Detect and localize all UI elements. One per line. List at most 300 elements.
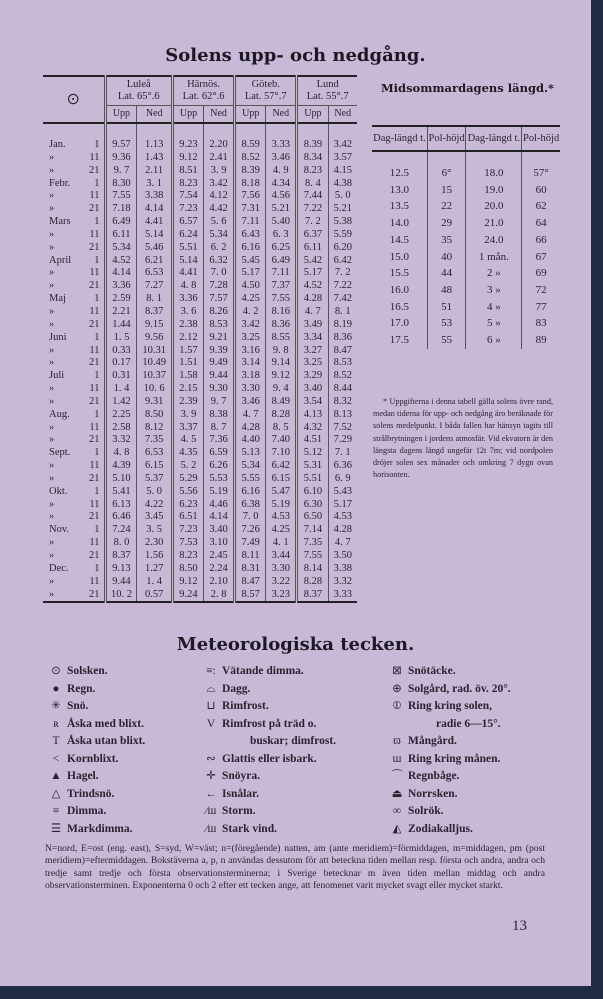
table-cell: 24.0 bbox=[466, 232, 522, 249]
weather-symbol-icon: T bbox=[52, 735, 60, 747]
legend-item bbox=[45, 803, 145, 821]
weather-symbol-icon: ʀ bbox=[53, 717, 59, 730]
table-cell: 44 bbox=[427, 265, 466, 282]
upp-time: 8.28 bbox=[297, 576, 328, 589]
day-cell: 11 bbox=[89, 190, 100, 202]
upp-time: 9.13 bbox=[105, 563, 137, 576]
ned-time: 8.36 bbox=[266, 319, 297, 332]
day-cell: 21 bbox=[89, 550, 100, 561]
table-row bbox=[43, 447, 357, 460]
upp-time: 2.38 bbox=[172, 319, 203, 332]
ned-time: 5.40 bbox=[266, 216, 297, 229]
table-row bbox=[43, 242, 357, 255]
upp-time: 6.11 bbox=[297, 242, 328, 255]
upp-time: 8.37 bbox=[105, 550, 137, 563]
ned-time: 3. 1 bbox=[137, 178, 173, 191]
table-cell: 17.5 bbox=[389, 334, 409, 347]
ned-time: 6.53 bbox=[137, 447, 173, 460]
month-cell: Maj bbox=[49, 293, 66, 305]
page-number: 13 bbox=[512, 918, 527, 934]
table-row bbox=[43, 422, 357, 435]
upp-time: 4.13 bbox=[297, 409, 328, 422]
table-row bbox=[372, 182, 560, 199]
spacer bbox=[372, 151, 560, 165]
weather-symbol-icon: ⊕ bbox=[392, 682, 402, 695]
upp-time: 7.55 bbox=[105, 190, 137, 203]
upp-time: 6.24 bbox=[172, 229, 203, 242]
upp-time: 4.41 bbox=[172, 267, 203, 280]
weather-symbol-icon: ⁄ш bbox=[205, 805, 217, 817]
day-cell: 1 bbox=[94, 485, 100, 497]
table-cell: 57° bbox=[522, 165, 560, 182]
ned-time: 5.21 bbox=[328, 203, 357, 216]
day-cell: 11 bbox=[89, 498, 100, 510]
upp-time: 3.14 bbox=[235, 357, 266, 370]
legend-item bbox=[386, 698, 511, 716]
table-row bbox=[43, 460, 357, 473]
upp-time: 3.29 bbox=[297, 370, 328, 383]
upp-time: 5.51 bbox=[297, 473, 328, 486]
table-row bbox=[372, 282, 560, 299]
upp-time: 6.11 bbox=[105, 229, 137, 242]
upp-time: 7.18 bbox=[105, 203, 137, 216]
table-cell: 13.5 bbox=[389, 200, 409, 213]
col-ned: Ned bbox=[137, 106, 173, 124]
upp-time: 5.10 bbox=[105, 473, 137, 486]
weather-symbol-icon: ✛ bbox=[206, 770, 216, 782]
upp-time: 4. 7 bbox=[235, 409, 266, 422]
weather-symbol-icon: ← bbox=[205, 787, 217, 800]
upp-time: 8.57 bbox=[235, 589, 266, 603]
ned-time: 6. 3 bbox=[266, 229, 297, 242]
ned-time: 6.15 bbox=[266, 473, 297, 486]
legend-item bbox=[200, 663, 336, 681]
legend-label: Åska med blixt. bbox=[67, 717, 144, 730]
day-cell: 11 bbox=[89, 151, 100, 163]
day-cell: 1 bbox=[94, 139, 100, 150]
month-cell: » bbox=[49, 434, 55, 446]
table-cell: 3 » bbox=[466, 282, 522, 299]
table-cell: 14.5 bbox=[389, 233, 409, 246]
ned-time: 8.47 bbox=[328, 345, 357, 358]
table-cell: 16.5 bbox=[389, 300, 409, 313]
weather-symbol-icon: ϖ bbox=[393, 735, 401, 747]
spacer bbox=[43, 123, 357, 139]
legend-item bbox=[386, 786, 511, 804]
ned-time: 6.36 bbox=[328, 460, 357, 473]
table-cell: 21.0 bbox=[466, 215, 522, 232]
upp-time: 1. 5 bbox=[105, 332, 137, 345]
legend-item bbox=[200, 716, 336, 734]
upp-time: 5.42 bbox=[297, 255, 328, 268]
ned-time: 3.40 bbox=[204, 524, 235, 537]
table-row bbox=[43, 434, 357, 447]
legend-item bbox=[45, 716, 145, 734]
legend-label: Mångård. bbox=[408, 735, 457, 747]
ned-time: 3.10 bbox=[204, 537, 235, 550]
ned-time: 5. 6 bbox=[204, 216, 235, 229]
table-row bbox=[43, 370, 357, 383]
weather-symbol-icon: V bbox=[206, 717, 216, 730]
sunrise-sunset-table bbox=[43, 75, 357, 603]
ned-time: 4.38 bbox=[328, 178, 357, 191]
upp-time: 5.56 bbox=[172, 486, 203, 499]
ned-time: 10.49 bbox=[137, 357, 173, 370]
ned-time: 7.36 bbox=[204, 434, 235, 447]
table-cell: 40 bbox=[427, 249, 466, 266]
day-cell: 1 bbox=[94, 524, 100, 536]
table-row bbox=[43, 203, 357, 216]
ned-time: 3.38 bbox=[137, 190, 173, 203]
legend-item bbox=[45, 751, 145, 769]
ned-time: 5.38 bbox=[328, 216, 357, 229]
ned-time: 2.11 bbox=[137, 165, 173, 178]
month-cell: April bbox=[49, 254, 72, 266]
legend-label: Ring kring solen, bbox=[408, 700, 493, 712]
legend-label: Ring kring månen. bbox=[408, 752, 501, 765]
legend-item bbox=[45, 733, 145, 751]
legend-label: Dagg. bbox=[222, 682, 251, 695]
ned-time: 9.15 bbox=[137, 319, 173, 332]
weather-symbol-icon: ✳ bbox=[51, 700, 61, 712]
ned-time: 6.26 bbox=[204, 460, 235, 473]
ned-time: 4.14 bbox=[204, 511, 235, 524]
table-cell: 60 bbox=[522, 182, 560, 199]
ned-time: 8.16 bbox=[266, 306, 297, 319]
upp-time: 1.42 bbox=[105, 396, 137, 409]
weather-symbol-icon: ⌒ bbox=[391, 770, 403, 782]
upp-time: 6.46 bbox=[105, 511, 137, 524]
month-cell: » bbox=[49, 151, 55, 163]
legend-item bbox=[200, 821, 336, 839]
col-upp: Upp bbox=[297, 106, 328, 124]
ned-time: 8.55 bbox=[266, 332, 297, 345]
ned-time: 4.56 bbox=[266, 190, 297, 203]
legend-label: Solrök. bbox=[408, 805, 444, 817]
upp-time: 8.14 bbox=[297, 563, 328, 576]
upp-time: 6.43 bbox=[235, 229, 266, 242]
day-cell: 11 bbox=[89, 575, 100, 587]
legend-label: Vätande dimma. bbox=[222, 665, 304, 677]
table-cell: 55 bbox=[427, 332, 466, 349]
upp-time: 0.17 bbox=[105, 357, 137, 370]
ned-time: 6.25 bbox=[266, 242, 297, 255]
table-cell: 15.5 bbox=[389, 267, 409, 280]
ned-time: 8.38 bbox=[204, 409, 235, 422]
ned-time: 5.17 bbox=[328, 499, 357, 512]
weather-symbol-icon: ⁄ш bbox=[205, 822, 217, 835]
upp-time: 5.31 bbox=[297, 460, 328, 473]
table-row bbox=[43, 383, 357, 396]
ned-time: 6. 9 bbox=[328, 473, 357, 486]
legend-column bbox=[200, 663, 336, 838]
ned-time: 9.56 bbox=[137, 332, 173, 345]
legend-item bbox=[200, 768, 336, 786]
ned-time: 7. 2 bbox=[328, 267, 357, 280]
city-header: Göteb. Lat. 57°.7 bbox=[235, 76, 297, 106]
upp-time: 7. 2 bbox=[297, 216, 328, 229]
upp-time: 3.54 bbox=[297, 396, 328, 409]
table-row bbox=[372, 249, 560, 266]
upp-time: 4.32 bbox=[297, 422, 328, 435]
ned-time: 3.32 bbox=[328, 576, 357, 589]
ned-time: 5.47 bbox=[266, 486, 297, 499]
upp-time: 2.39 bbox=[172, 396, 203, 409]
ned-time: 9.30 bbox=[204, 383, 235, 396]
ned-time: 8. 1 bbox=[137, 293, 173, 306]
day-cell: 11 bbox=[89, 383, 100, 395]
upp-time: 8.31 bbox=[235, 563, 266, 576]
ned-time: 4.15 bbox=[328, 165, 357, 178]
upp-time: 7.44 bbox=[297, 190, 328, 203]
month-cell: » bbox=[49, 537, 55, 549]
weather-symbol-icon: ● bbox=[52, 682, 60, 695]
ned-time: 5.19 bbox=[204, 486, 235, 499]
ned-time: 5.59 bbox=[328, 229, 357, 242]
ned-time: 7.37 bbox=[266, 280, 297, 293]
day-cell: 21 bbox=[89, 472, 100, 484]
legend-label: Trindsnö. bbox=[67, 787, 115, 800]
ned-time: 3.44 bbox=[266, 550, 297, 563]
upp-time: 8.51 bbox=[172, 165, 203, 178]
legend-item bbox=[386, 681, 511, 699]
ned-time: 8.28 bbox=[266, 409, 297, 422]
ned-time: 8. 1 bbox=[328, 306, 357, 319]
legend-label: Regn. bbox=[67, 682, 96, 695]
upp-time: 3.42 bbox=[235, 319, 266, 332]
day-cell: 1 bbox=[94, 254, 100, 266]
upp-time: 5.34 bbox=[105, 242, 137, 255]
ned-time: 3.22 bbox=[266, 576, 297, 589]
ned-time: 8.50 bbox=[137, 409, 173, 422]
table-cell: 5 » bbox=[466, 315, 522, 332]
table-row bbox=[43, 537, 357, 550]
ned-time: 8.49 bbox=[266, 396, 297, 409]
upp-time: 9.44 bbox=[105, 576, 137, 589]
upp-time: 6.51 bbox=[172, 511, 203, 524]
table-cell: 13.0 bbox=[389, 183, 409, 196]
upp-time: 4.39 bbox=[105, 460, 137, 473]
upp-time: 1.58 bbox=[172, 370, 203, 383]
legend-label: Stark vind. bbox=[222, 822, 277, 835]
weather-symbol-icon: ⏏ bbox=[391, 787, 403, 800]
table-row bbox=[43, 332, 357, 345]
col-header: Dag-längd t. bbox=[373, 133, 426, 144]
upp-time: 7.26 bbox=[235, 524, 266, 537]
upp-time: 3.25 bbox=[235, 332, 266, 345]
table-row bbox=[43, 306, 357, 319]
table-row bbox=[43, 190, 357, 203]
ned-time: 5.46 bbox=[137, 242, 173, 255]
table-row bbox=[43, 473, 357, 486]
table-row bbox=[43, 589, 357, 603]
ned-time: 7.28 bbox=[204, 280, 235, 293]
ned-time: 9.44 bbox=[204, 370, 235, 383]
upp-time: 8.11 bbox=[235, 550, 266, 563]
upp-time: 4.52 bbox=[297, 280, 328, 293]
upp-time: 6.13 bbox=[105, 499, 137, 512]
upp-time: 4. 7 bbox=[297, 306, 328, 319]
legend-label: Glattis eller isbark. bbox=[222, 752, 317, 765]
ned-time: 3.30 bbox=[266, 563, 297, 576]
upp-time: 7.23 bbox=[172, 203, 203, 216]
upp-time: 6.16 bbox=[235, 242, 266, 255]
upp-time: 9.36 bbox=[105, 152, 137, 165]
day-cell: 21 bbox=[89, 203, 100, 215]
ned-time: 8.26 bbox=[204, 306, 235, 319]
ned-time: 3.45 bbox=[137, 511, 173, 524]
upp-time: 0.31 bbox=[105, 370, 137, 383]
ned-time: 4.22 bbox=[137, 499, 173, 512]
upp-time: 5.14 bbox=[172, 255, 203, 268]
upp-time: 4.51 bbox=[297, 434, 328, 447]
legend-item bbox=[386, 803, 511, 821]
upp-time: 5.13 bbox=[235, 447, 266, 460]
ned-time: 6. 2 bbox=[204, 242, 235, 255]
legend-column bbox=[45, 663, 145, 838]
upp-time: 4.35 bbox=[172, 447, 203, 460]
weather-symbol-icon: < bbox=[52, 752, 60, 765]
col-header: Pol-höjd bbox=[522, 126, 560, 151]
ned-time: 5. 0 bbox=[328, 190, 357, 203]
ned-time: 7.11 bbox=[266, 267, 297, 280]
day-cell: 1 bbox=[94, 331, 100, 343]
legend-label: Rimfrost. bbox=[222, 700, 269, 712]
midsummer-table bbox=[372, 125, 560, 349]
ned-time: 7.27 bbox=[137, 280, 173, 293]
table-cell: 64 bbox=[522, 215, 560, 232]
month-cell: » bbox=[49, 575, 55, 587]
upp-time: 4. 8 bbox=[172, 280, 203, 293]
ned-time: 7.52 bbox=[328, 422, 357, 435]
abbreviation-note: N=nord, E=ost (eng. east), S=syd, W=väst; n=(föregående) natten, am (ante meridiem)=förmiddagen, m=middagen, pm (post meridiem)=eftermiddagen. Bokstäverna a, p, n användas dessutom för att beteckna tiden mellan resp. första och andra, andra och tredje samt tredje och första observationsterminerna; i Sverige betecknar m även tiden mellan middag och andra observationsterminen. Exponenterna 0 och 2 efter ett tecken ange, att fenomenet varit mycket svagt eller mycket starkt. bbox=[45, 843, 545, 892]
ned-time: 7.40 bbox=[266, 434, 297, 447]
ned-time: 6.20 bbox=[328, 242, 357, 255]
month-cell: Sept. bbox=[49, 447, 71, 459]
upp-time: 7.53 bbox=[172, 537, 203, 550]
upp-time: 3.37 bbox=[172, 422, 203, 435]
table-cell: 69 bbox=[522, 265, 560, 282]
upp-time: 6.49 bbox=[105, 216, 137, 229]
ned-time: 8.53 bbox=[328, 357, 357, 370]
ned-time: 5. 0 bbox=[137, 486, 173, 499]
month-cell: » bbox=[49, 241, 55, 253]
ned-time: 8.32 bbox=[328, 396, 357, 409]
month-cell: » bbox=[49, 305, 55, 317]
legend-item bbox=[45, 786, 145, 804]
day-cell: 1 bbox=[94, 370, 100, 382]
day-cell: 21 bbox=[89, 511, 100, 523]
ned-time: 7.29 bbox=[328, 434, 357, 447]
ned-time: 3.33 bbox=[266, 139, 297, 152]
ned-time: 3.57 bbox=[328, 152, 357, 165]
upp-time: 7.49 bbox=[235, 537, 266, 550]
table-row bbox=[372, 265, 560, 282]
ned-time: 9.49 bbox=[204, 357, 235, 370]
table-cell: 66 bbox=[522, 232, 560, 249]
ned-time: 8.19 bbox=[328, 319, 357, 332]
ned-time: 1.27 bbox=[137, 563, 173, 576]
upp-time: 5. 2 bbox=[172, 460, 203, 473]
ned-time: 3.42 bbox=[328, 139, 357, 152]
upp-time: 4.25 bbox=[235, 293, 266, 306]
upp-time: 7.11 bbox=[235, 216, 266, 229]
ned-time: 5.14 bbox=[137, 229, 173, 242]
ned-time: 2. 8 bbox=[204, 589, 235, 603]
table-row bbox=[43, 357, 357, 370]
table-row bbox=[43, 139, 357, 152]
table-row bbox=[43, 280, 357, 293]
col-header: Pol-höjd bbox=[427, 126, 466, 151]
day-cell: 11 bbox=[89, 537, 100, 549]
legend-label: Markdimma. bbox=[67, 822, 133, 835]
month-cell: Juni bbox=[49, 331, 67, 343]
ned-time: 4.12 bbox=[204, 190, 235, 203]
table-cell: 29 bbox=[427, 215, 466, 232]
legend-item bbox=[386, 768, 511, 786]
table-cell: 35 bbox=[427, 232, 466, 249]
upp-time: 9. 7 bbox=[105, 165, 137, 178]
ned-time: 2.10 bbox=[204, 576, 235, 589]
upp-time: 8.47 bbox=[235, 576, 266, 589]
day-cell: 21 bbox=[89, 318, 100, 330]
col-upp: Upp bbox=[235, 106, 266, 124]
upp-time: 7.22 bbox=[297, 203, 328, 216]
ned-time: 8.36 bbox=[328, 332, 357, 345]
ned-time: 9.14 bbox=[266, 357, 297, 370]
upp-time: 8. 4 bbox=[297, 178, 328, 191]
legend-item bbox=[200, 786, 336, 804]
weather-symbol-icon: ≡: bbox=[206, 665, 216, 677]
col-ned: Ned bbox=[266, 106, 297, 124]
upp-time: 1. 4 bbox=[105, 383, 137, 396]
ned-time: 2.20 bbox=[204, 139, 235, 152]
table-row bbox=[43, 486, 357, 499]
day-cell: 11 bbox=[89, 460, 100, 472]
ned-time: 9.39 bbox=[204, 345, 235, 358]
ned-time: 5.21 bbox=[266, 203, 297, 216]
ned-time: 8.53 bbox=[204, 319, 235, 332]
month-cell: » bbox=[49, 421, 55, 433]
ned-time: 4.14 bbox=[137, 203, 173, 216]
month-cell: Dec. bbox=[49, 562, 69, 574]
legend-label: Storm. bbox=[222, 805, 256, 817]
upp-time: 3.16 bbox=[235, 345, 266, 358]
ned-time: 3. 5 bbox=[137, 524, 173, 537]
legend-item bbox=[45, 681, 145, 699]
ned-time: 7.57 bbox=[204, 293, 235, 306]
month-cell: » bbox=[49, 318, 55, 330]
city-header: Lund Lat. 55°.7 bbox=[297, 76, 357, 106]
legend-column bbox=[386, 663, 511, 838]
upp-time: 3. 6 bbox=[172, 306, 203, 319]
table-cell: 83 bbox=[522, 315, 560, 332]
ned-time: 7.42 bbox=[328, 293, 357, 306]
ned-time: 4. 9 bbox=[266, 165, 297, 178]
ned-time: 6.15 bbox=[137, 460, 173, 473]
upp-time: 8.18 bbox=[235, 178, 266, 191]
table-row bbox=[43, 524, 357, 537]
day-cell: 1 bbox=[94, 562, 100, 574]
table-cell: 4 » bbox=[466, 299, 522, 316]
legend-item bbox=[386, 663, 511, 681]
ned-time: 9. 4 bbox=[266, 383, 297, 396]
upp-time: 2.12 bbox=[172, 332, 203, 345]
legend-label: Zodiakalljus. bbox=[408, 822, 473, 835]
weather-symbol-icon: ▲ bbox=[50, 770, 62, 782]
day-cell: 21 bbox=[89, 164, 100, 176]
upp-time: 4.28 bbox=[235, 422, 266, 435]
